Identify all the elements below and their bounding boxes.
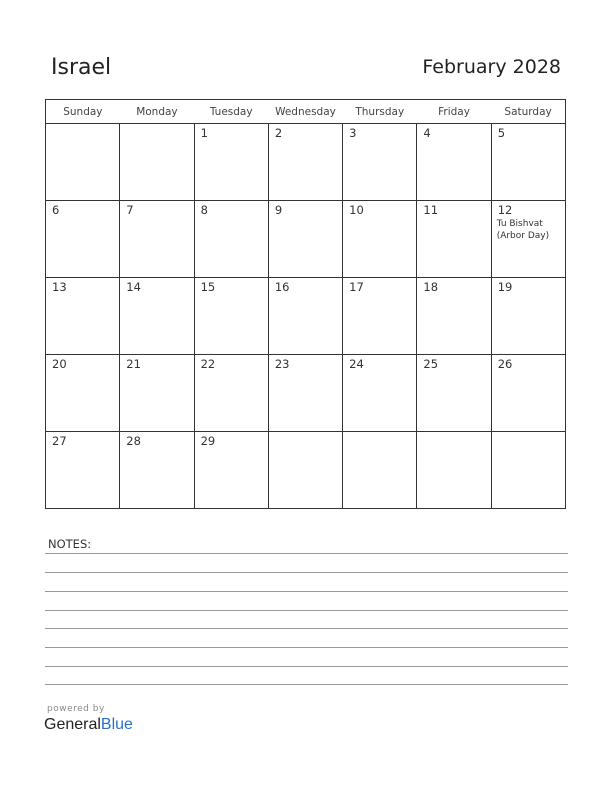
day-number: 15 [200, 280, 216, 294]
day-number: 26 [497, 357, 513, 371]
calendar-week-row [46, 432, 566, 509]
notes-line [45, 591, 568, 592]
day-cell [46, 201, 120, 278]
day-cell [194, 201, 268, 278]
country-title: Israel [51, 55, 112, 80]
weekday-header: Tuesday [194, 100, 268, 124]
day-cell [417, 355, 491, 432]
day-cell [194, 355, 268, 432]
day-number: 16 [274, 280, 290, 294]
notes-line [45, 628, 568, 629]
day-cell [343, 278, 417, 355]
day-number: 3 [349, 126, 357, 140]
day-number: 19 [497, 280, 513, 294]
day-cell [268, 432, 342, 509]
weekday-header: Saturday [491, 100, 565, 124]
logo-text-general: General [44, 716, 101, 733]
calendar-grid [45, 99, 566, 509]
day-number: 28 [126, 434, 141, 448]
weekday-header: Thursday [343, 100, 417, 124]
notes-line [45, 666, 568, 667]
day-cell [491, 124, 565, 201]
day-number: 7 [126, 203, 134, 217]
day-cell [120, 201, 194, 278]
day-cell [343, 432, 417, 509]
day-number: 20 [52, 357, 67, 371]
day-cell [194, 124, 268, 201]
day-cell [120, 124, 194, 201]
day-cell [417, 124, 491, 201]
day-number: 21 [126, 357, 141, 371]
day-number: 18 [423, 280, 439, 294]
day-cell [343, 201, 417, 278]
day-cell [120, 278, 194, 355]
day-cell [120, 432, 194, 509]
weekday-header-row [46, 100, 566, 124]
day-cell [268, 201, 342, 278]
notes-line [45, 553, 568, 554]
day-cell [417, 432, 491, 509]
day-cell [46, 124, 120, 201]
day-cell [46, 278, 120, 355]
notes-line [45, 647, 568, 648]
day-number: 12 [497, 203, 513, 217]
day-number: 14 [126, 280, 141, 294]
day-cell [417, 201, 491, 278]
day-number: 22 [200, 357, 216, 371]
notes-line [45, 684, 568, 685]
day-number: 4 [423, 126, 431, 140]
day-number: 24 [349, 357, 364, 371]
day-cell [268, 278, 342, 355]
day-number: 17 [349, 280, 364, 294]
calendar-week-row [46, 201, 566, 278]
day-cell [417, 278, 491, 355]
day-cell [491, 278, 565, 355]
day-number: 27 [52, 434, 67, 448]
month-year-title: February 2028 [422, 56, 561, 78]
day-cell [491, 432, 565, 509]
weekday-header: Wednesday [268, 100, 342, 124]
day-cell [46, 432, 120, 509]
day-number: 29 [200, 434, 216, 448]
day-cell [46, 355, 120, 432]
day-number: 9 [274, 203, 283, 217]
notes-label: NOTES: [48, 537, 92, 551]
day-number: 23 [274, 357, 290, 371]
day-number: 8 [200, 203, 208, 217]
day-cell [194, 278, 268, 355]
notes-line [45, 572, 568, 573]
weekday-header: Friday [417, 100, 491, 124]
day-cell [268, 355, 342, 432]
calendar-week-row [46, 278, 566, 355]
day-number: 1 [200, 126, 208, 140]
day-cell [120, 355, 194, 432]
powered-by-label: powered by [47, 704, 105, 714]
day-cell [268, 124, 342, 201]
logo-text-blue: Blue [100, 716, 133, 733]
day-number: 2 [274, 126, 283, 140]
day-number: 10 [349, 203, 364, 217]
generalblue-logo [44, 716, 133, 734]
calendar-week-row [46, 124, 566, 201]
day-cell [491, 201, 565, 278]
weekday-header: Sunday [46, 100, 120, 124]
holiday-label [497, 218, 549, 242]
day-cell [343, 124, 417, 201]
day-cell [491, 355, 565, 432]
day-number: 6 [52, 203, 60, 217]
day-number: 11 [423, 203, 439, 217]
weekday-header: Monday [120, 100, 194, 124]
holiday-label-line: Tu Bishvat [496, 219, 543, 229]
holiday-label-line: (Arbor Day) [496, 231, 550, 241]
day-cell [343, 355, 417, 432]
day-cell [194, 432, 268, 509]
day-number: 13 [52, 280, 67, 294]
calendar-week-row [46, 355, 566, 432]
notes-line [45, 610, 568, 611]
day-number: 25 [423, 357, 439, 371]
day-number: 5 [497, 126, 506, 140]
